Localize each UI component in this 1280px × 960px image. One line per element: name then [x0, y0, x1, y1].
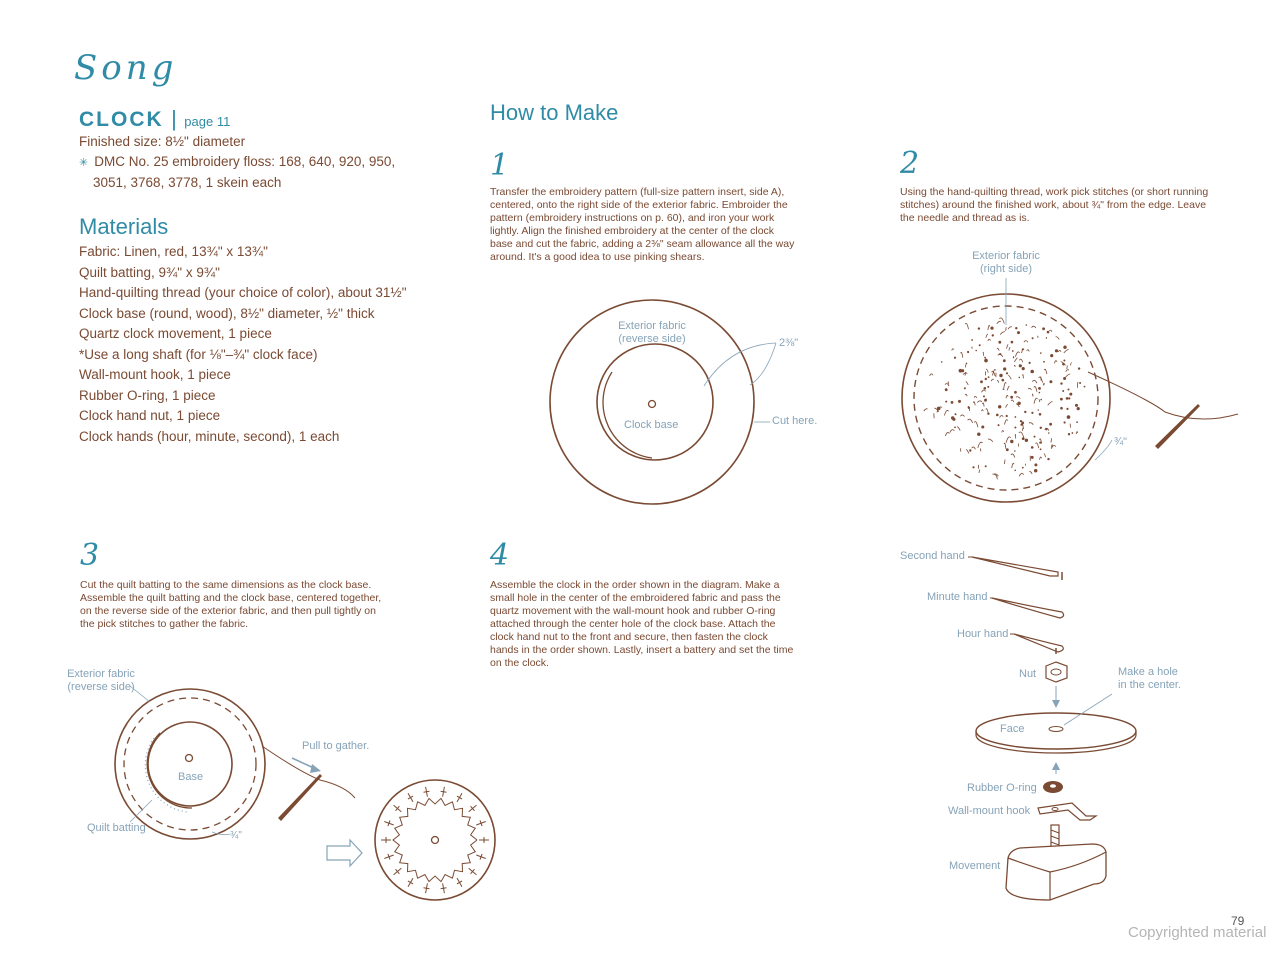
material-item: Clock base (round, wood), 8½" diameter, ½" thick: [79, 305, 375, 321]
step-number: 2: [900, 146, 920, 181]
d3-base-label: Base: [178, 771, 204, 783]
step-line: on the reverse side of the exterior fabric, and then pull tightly on: [80, 605, 376, 617]
label-line: Make a hole: [1118, 666, 1178, 678]
script-title: Song: [74, 48, 178, 88]
d4-face-label: Face: [1000, 723, 1025, 735]
minute-hand-icon: [992, 598, 1064, 618]
d4-hook-label: Wall-mount hook: [948, 805, 1031, 817]
page-number: 79: [1231, 914, 1245, 928]
finished-size: Finished size: 8½" diameter: [79, 134, 246, 149]
step-line: clock hand nut to the front and secure, then fasten the clock: [490, 631, 768, 643]
step-number: 3: [80, 538, 100, 573]
step-line: on the clock.: [490, 657, 549, 669]
floss-text: DMC No. 25 embroidery floss: 168, 640, 920, 950,: [94, 154, 396, 169]
d4-movement-label: Movement: [949, 860, 1001, 872]
material-item: Quartz clock movement, 1 piece: [79, 326, 272, 341]
material-item: Hand-quilting thread (your choice of color), about 31½": [79, 285, 407, 300]
step-line: pattern (embroidery instructions on p. 60), and iron your work: [490, 212, 775, 224]
d3-batting-label: Quilt batting: [87, 822, 146, 834]
assembly-arrow-head: [1052, 762, 1060, 770]
d3-distance-label: ¾": [230, 830, 242, 841]
d3-pull-label: Pull to gather.: [302, 740, 370, 752]
d4-hole-label: [1118, 666, 1181, 692]
floss-line-2: 3051, 3768, 3778, 1 skein each: [93, 175, 282, 190]
d1-clock-base-label: Clock base: [624, 419, 679, 431]
step-line: centered, onto the right side of the exterior fabric. Embroider the: [490, 199, 788, 211]
project-title: CLOCK: [79, 108, 164, 131]
step-line: lightly. Align the finished embroidery at the center of the clock: [490, 225, 775, 237]
page-reference: page 11: [184, 114, 231, 129]
d2-distance-label: ¾": [1114, 436, 1128, 448]
step-line: the pick stitches to gather the fabric.: [80, 618, 249, 630]
material-item: Wall-mount hook, 1 piece: [79, 367, 231, 382]
material-item: Fabric: Linen, red, 13¾" x 13¾": [79, 244, 268, 259]
step-line: Cut the quilt batting to the same dimensions as the clock base.: [80, 579, 372, 591]
title-separator: |: [171, 106, 177, 131]
material-item: Clock hand nut, 1 piece: [79, 408, 221, 423]
second-hand-icon: [972, 557, 1058, 576]
label-line: Exterior fabric: [972, 250, 1040, 262]
step-line: base and cut the fabric, adding a 2⅜" seam allowance all the way: [490, 238, 795, 250]
material-item: Rubber O-ring, 1 piece: [79, 387, 216, 403]
assembly-arrow-head: [1052, 700, 1060, 708]
copyright-watermark: Copyrighted material: [1128, 924, 1267, 941]
step-line: Transfer the embroidery pattern (full-size pattern insert, side A),: [490, 186, 785, 198]
step-line: small hole in the center of the embroidered fabric and pass the: [490, 592, 781, 604]
movement-icon: [1006, 844, 1106, 900]
step-line: hands in the order shown. Lastly, insert a battery and set the time: [490, 644, 794, 656]
step-number: 1: [490, 148, 510, 183]
material-item: Clock hands (hour, minute, second), 1 each: [79, 428, 340, 444]
step-line: around. It's a good idea to use pinking shears.: [490, 251, 705, 263]
wall-hook-icon: [1038, 803, 1096, 820]
label-line: Exterior fabric: [618, 320, 686, 332]
step-line: attached through the center hole of the clock base. Attach the: [490, 618, 776, 630]
label-line: (reverse side): [618, 333, 686, 345]
step-line: Using the hand-quilting thread, work pick stitches (or short running: [900, 186, 1209, 198]
materials-heading: Materials: [79, 214, 169, 239]
o-ring-hole: [1050, 784, 1056, 788]
step-line: the needle and thread as is.: [900, 212, 1030, 224]
d1-allowance-label: 2⅜": [779, 337, 799, 349]
nut-icon: [1046, 662, 1067, 682]
d4-minute-hand-label: Minute hand: [927, 591, 988, 603]
step-line: stitches) around the finished work, about ¾" from the edge. Leave: [900, 199, 1207, 211]
label-line: Exterior fabric: [67, 668, 135, 680]
label-line: (right side): [980, 263, 1032, 275]
material-item: *Use a long shaft (for ⅛"–¾" clock face): [79, 346, 318, 362]
label-line: in the center.: [1118, 679, 1181, 691]
d4-second-hand-label: Second hand: [900, 550, 965, 562]
step-line: quartz movement with the wall-mount hook and rubber O-ring: [490, 605, 776, 617]
step-number: 4: [490, 538, 510, 573]
d4-nut-label: Nut: [1019, 668, 1037, 680]
step-line: Assemble the clock in the order shown in the diagram. Make a: [490, 579, 780, 591]
bullet-icon: ✳: [79, 157, 89, 169]
material-item: Quilt batting, 9¾" x 9¾": [79, 264, 220, 280]
d4-o-ring-label: Rubber O-ring: [967, 782, 1037, 794]
step-line: Assemble the quilt batting and the clock base, centered together,: [80, 592, 382, 604]
d1-cut-here-label: Cut here.: [772, 415, 818, 427]
d4-hour-hand-label: Hour hand: [957, 628, 1009, 640]
how-to-heading: How to Make: [490, 100, 619, 125]
label-line: (reverse side): [67, 681, 135, 693]
